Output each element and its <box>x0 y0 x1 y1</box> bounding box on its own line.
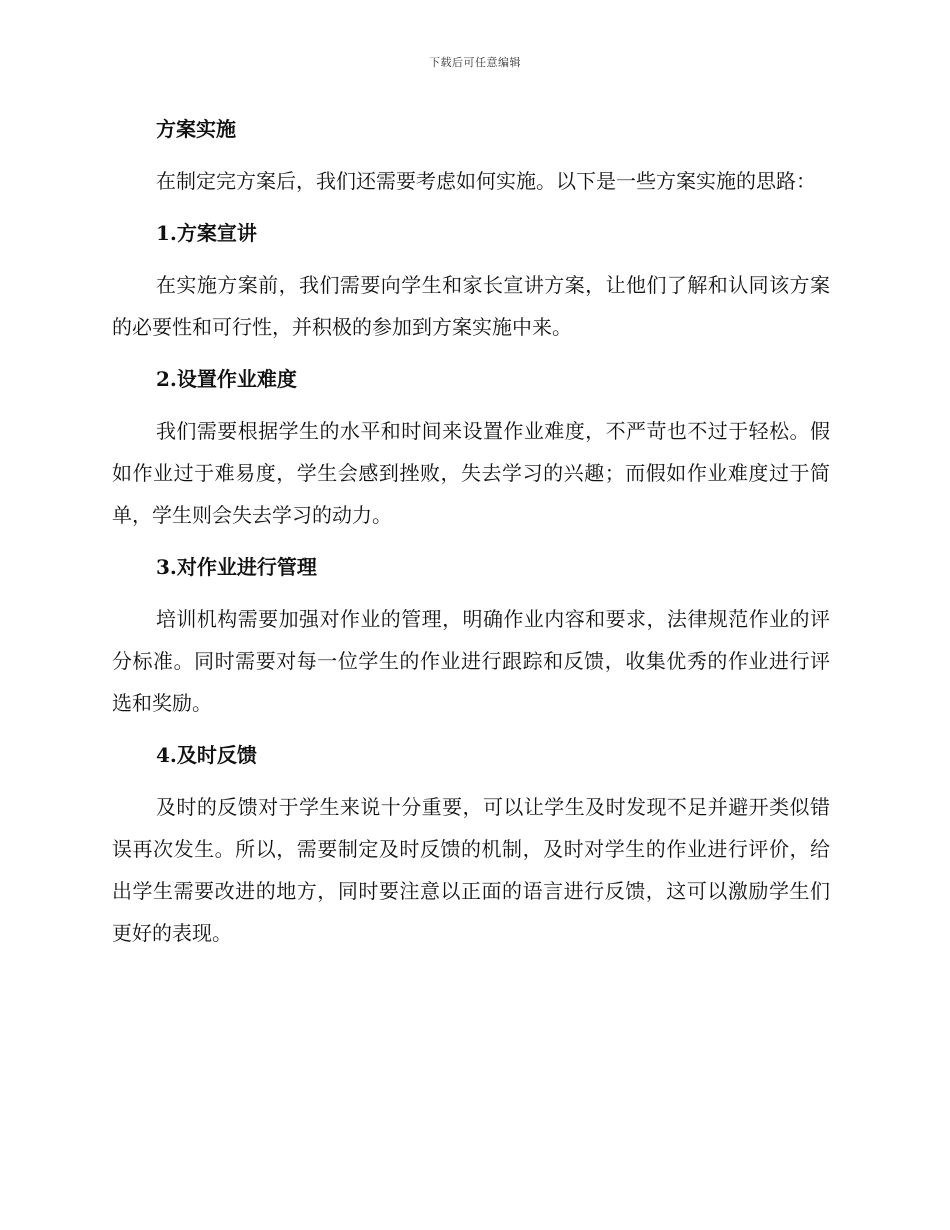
section-heading-2: 2.设置作业难度 <box>156 367 297 391</box>
section-body-1: 在实施方案前，我们需要向学生和家长宣讲方案，让他们了解和认同该方案的必要性和可行性，并积极的参加到方案实施中来。 <box>112 273 830 339</box>
section-heading-1: 1.方案宣讲 <box>156 221 257 245</box>
section-body-4: 及时的反馈对于学生来说十分重要，可以让学生及时发现不足并避开类似错误再次发生。所以，需要制定及时反馈的机制，及时对学生的作业进行评价，给出学生需要改进的地方，同时要注意以正面的语言进行反馈，这可以激励学生们更好的表现。 <box>112 795 830 945</box>
intro-paragraph: 在制定完方案后，我们还需要考虑如何实施。以下是一些方案实施的思路： <box>156 169 816 193</box>
document-body <box>112 108 830 954</box>
section-heading-3: 3.对作业进行管理 <box>156 555 317 579</box>
section-body-3: 培训机构需要加强对作业的管理，明确作业内容和要求，法律规范作业的评分标准。同时需要对每一位学生的作业进行跟踪和反馈，收集优秀的作业进行评选和奖励。 <box>112 607 830 715</box>
section-heading-4: 4.及时反馈 <box>156 743 257 767</box>
document-title: 方案实施 <box>156 117 236 141</box>
header-note: 下载后可任意编辑 <box>429 56 521 69</box>
section-body-2: 我们需要根据学生的水平和时间来设置作业难度，不严苛也不过于轻松。假如作业过于难易度，学生会感到挫败，失去学习的兴趣；而假如作业难度过于简单，学生则会失去学习的动力。 <box>112 419 830 527</box>
